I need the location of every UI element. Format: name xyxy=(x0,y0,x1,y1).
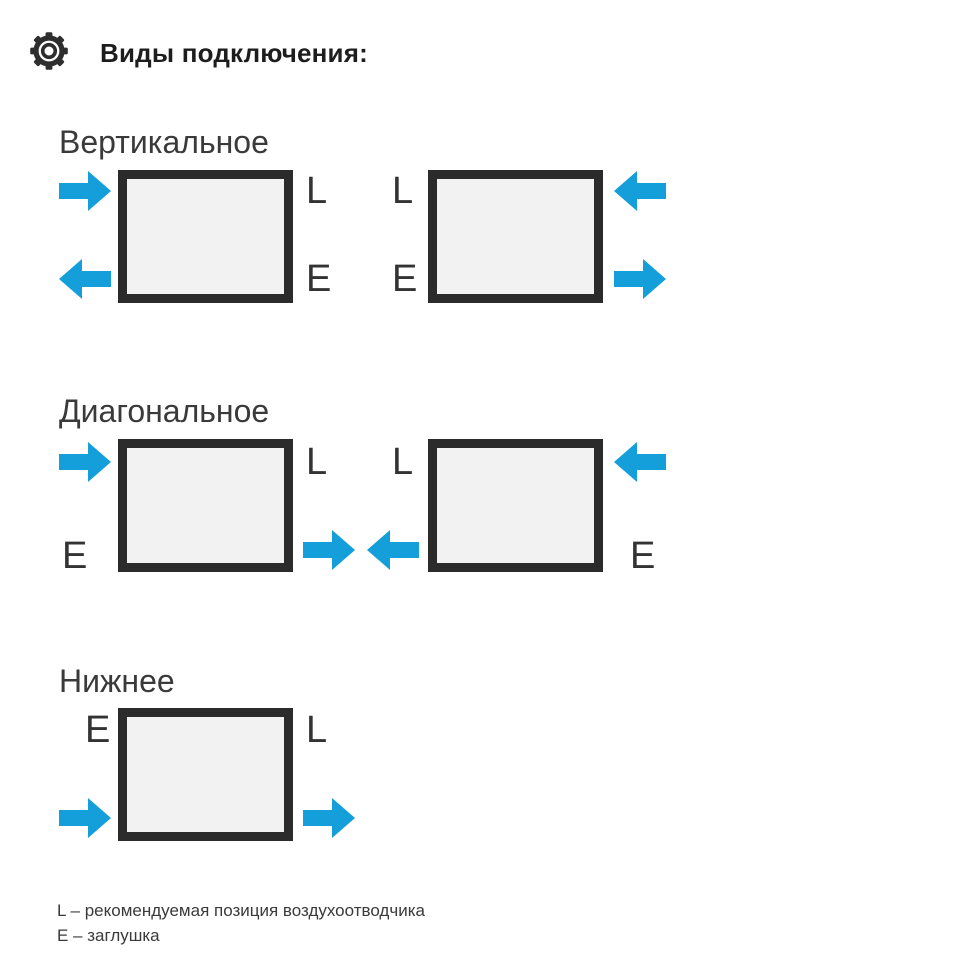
port-label-l: L xyxy=(392,441,414,483)
section-title-vertical: Вертикальное xyxy=(59,124,269,160)
section-title-diagonal: Диагональное xyxy=(59,393,270,429)
page-title: Виды подключения: xyxy=(100,38,368,68)
port-label-e: E xyxy=(62,535,88,577)
radiator-rect xyxy=(118,439,293,572)
port-label-e: E xyxy=(306,258,332,300)
port-label-l: L xyxy=(392,170,414,212)
radiator-rect xyxy=(118,708,293,841)
outlet-arrow-icon xyxy=(303,528,355,572)
outlet-arrow-icon xyxy=(59,257,111,301)
inlet-arrow-icon xyxy=(59,440,111,484)
legend-line-l: L – рекомендуемая позиция воздухоотводчика xyxy=(57,901,425,920)
outlet-arrow-icon xyxy=(303,796,355,840)
radiator-rect xyxy=(428,439,603,572)
port-label-e: E xyxy=(85,709,111,751)
outlet-arrow-icon xyxy=(614,257,666,301)
section-title-bottom: Нижнее xyxy=(59,663,175,699)
port-label-l: L xyxy=(306,441,328,483)
gear-icon xyxy=(29,31,69,71)
port-label-l: L xyxy=(306,709,328,751)
legend-line-e: E – заглушка xyxy=(57,926,160,945)
radiator-rect xyxy=(118,170,293,303)
port-label-e: E xyxy=(392,258,418,300)
inlet-arrow-icon xyxy=(614,169,666,213)
port-label-e: E xyxy=(630,535,656,577)
inlet-arrow-icon xyxy=(59,169,111,213)
inlet-arrow-icon xyxy=(59,796,111,840)
radiator-rect xyxy=(428,170,603,303)
inlet-arrow-icon xyxy=(614,440,666,484)
port-label-l: L xyxy=(306,170,328,212)
outlet-arrow-icon xyxy=(367,528,419,572)
